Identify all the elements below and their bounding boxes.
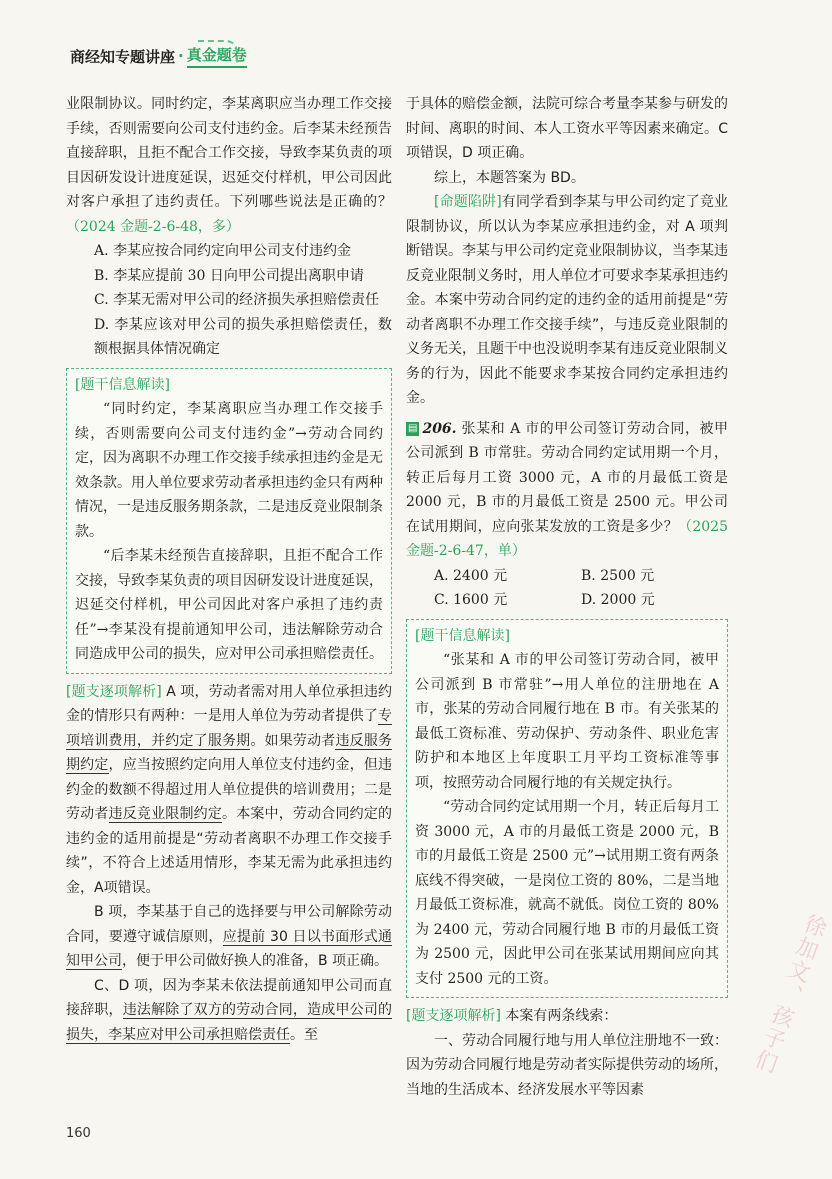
info-box [406,619,728,999]
underlined-text: 违反竞业限制约定 [108,806,223,822]
analysis-paragraph: 一、劳动合同履行地与用人单位注册地不一致：因为劳动合同履行地是劳动者实际提供劳动的场所，当地的生活成本、经济发展水平等因素 [406,1032,728,1098]
question-icon: ▤ [408,422,418,434]
info-paragraph: “同时约定，李某离职应当办理工作交接手续，否则需要向公司支付违约金”→劳动合同约定，因为离职不办理工作交接手续承担违约金是无效条款。用人单位要求劳动者承担违约金只有两种情况，一是违反服务期条款，二是违反竞业限制条款。 [75,401,383,540]
analysis-paragraph-b: B 项，李某基于自己的选择要与甲公司解除劳动合同，要遵守诚信原则，应提前 30 日以书面形式通知甲公司，便于甲公司做好换人的准备，B 项正确。 [66,904,392,969]
analysis-paragraph-cd: C、D 项，因为李某未依法提前通知甲公司而直接辞职，违法解除了双方的劳动合同，造成甲公司的损失，李某应对甲公司承担赔偿责任。至 [66,977,393,1043]
watermark: 徐加文、孩子们 [748,910,830,1077]
header-separator: · [178,47,184,65]
info-paragraph: “张某和 A 市的甲公司签订劳动合同，被甲公司派到 B 市常驻”→用人单位的注册地在 A 市，张某的劳动合同履行地在 B 市。有关张某的最低工资标准、劳动保护、劳动条件、职业危害防护和本地区上年度职工月平均工资标准等事项，按照劳动合同履行地的有关规定执行。 [415,652,719,791]
info-box [66,368,392,674]
question-206: ▤ 206. 张某和 A 市的甲公司签订劳动合同，被甲公司派到 B 市常驻。劳动合同约定试用期一个月，转正后每月工资 3000 元，A 市的月最低工资是 2000 元，B 市的月最低工资是 2500 元。甲公司在试用期间，应向张某发放的工资是多少？（2025 金题-2-6-47，单） [406,420,729,559]
info-paragraph: “后李某未经预告直接辞职，且拒不配合工作交接，导致李某负责的项目因研发设计进度延误，迟延交付样机，甲公司因此对客户承担了违约责任”→李某没有提前通知甲公司，违法解除劳动合同造成甲公司的损失，应对甲公司承担赔偿责任。 [75,548,383,662]
underlined-text: 违反服务期约定 [66,732,393,773]
underlined-text: 专项培训费用，并约定了服务期 [66,708,392,749]
underlined-text: 应提前 30 日以书面形式通知甲公司 [66,928,392,969]
underlined-text: 违法解除了双方的劳动合同，造成甲公司的损失，李某应对甲公司承担赔偿责任 [66,1002,393,1043]
option-c: C. 李某无需对甲公司的经济损失承担赔偿责任 [94,292,380,308]
left-column [66,92,392,1047]
option-b: B. 李某应提前 30 日向甲公司提出离职申请 [94,267,364,284]
question-number: 206. [422,420,457,437]
info-box-title: [题干信息解读] [415,627,510,644]
option-a: A. 李某应按合同约定向甲公司支付违约金 [94,243,352,259]
trap-title: [命题陷阱] [434,194,502,210]
info-paragraph: “劳动合同约定试用期一个月，转正后每月工资 3000 元，A 市的月最低工资是 2000 元，B 市的月最低工资是 2500 元”→试用期工资有两条底线不得突破，一是岗位工资的 80%，二是当地月最低工资标准，就高不就低。岗位工资的 80% 为 2400 元，劳动合同履行地 B 市的月最低工资为 2500 元，因此甲公司在张某试用期间应向其支付 2500 元的工资。 [415,799,719,987]
trap-paragraph: [命题陷阱]有同学看到李某与甲公司约定了竞业限制协议，所以认为李某应承担违约金，对 A 项判断错误。李某与甲公司约定竞业限制协议，当李某违反竞业限制义务时，用人单位才可要求李某承担违约金。本案中劳动合同约定的违约金的适用前提是“劳动者离职不办理工作交接手续”，与违反竞业限制的义务无关，且题干中也没说明李某有违反竞业限制义务的行为，因此不能要求李某按合同约定承担违约金。 [406,194,728,406]
option-d: D. 李某应该对甲公司的损失承担赔偿责任，数额根据具体情况确定 [94,316,392,357]
option-d: D. 2000 元 [581,592,655,608]
answer-summary: 综上，本题答案为 BD。 [434,169,585,186]
option-c: C. 1600 元 [434,592,508,608]
info-box-title: [题干信息解读] [75,376,170,393]
options-grid [406,564,728,613]
question-source: （2024 金题-2-6-48，多） [66,218,240,235]
header-decoration [198,40,238,64]
option-b: B. 2500 元 [581,567,655,584]
question-continuation: 业限制协议。同时约定，李某离职应当办理工作交接手续，否则需要向公司支付违约金。后李某未经预告直接辞职，且拒不配合工作交接，导致李某负责的项目因研发设计进度延误，迟延交付样机，甲公司因此对客户承担了违约责任。下列哪些说法是正确的？（2024 金题-2-6-48，多） [66,96,392,235]
continued-paragraph: 于具体的赔偿金额，法院可综合考量李某参与研发的时间、离职的时间、本人工资水平等因素来确定。C 项错误，D 项正确。 [406,96,728,161]
option-a: A. 2400 元 [434,567,508,584]
series-title: 商经知专题讲座 [70,47,176,66]
section-tag: 真金题卷 [187,44,247,68]
question-source: （2025 金题-2-6-47，单） [406,518,728,559]
analysis-title: [题支逐项解析] [406,1008,501,1024]
analysis-paragraph-a: [题支逐项解析] A 项，劳动者需对用人单位承担违约金的情形只有两种：一是用人单位为劳动者提供了专项培训费用，并约定了服务期。如果劳动者违反服务期约定，应当按照约定向用人单位支付违约金，但违约金的数额不得超过用人单位提供的培训费用；二是劳动者违反竞业限制约定。本案中，劳动合同约定的违约金的适用前提是“劳动者离职不办理工作交接手续”，不符合上述适用情形，李某无需为此承担违约金，A项错误。 [66,683,393,896]
page-number: 160 [66,1126,91,1141]
analysis-heading: [题支逐项解析] 本案有两条线索： [406,1008,618,1024]
analysis-title: [题支逐项解析] [66,683,162,700]
right-column [406,92,728,1102]
